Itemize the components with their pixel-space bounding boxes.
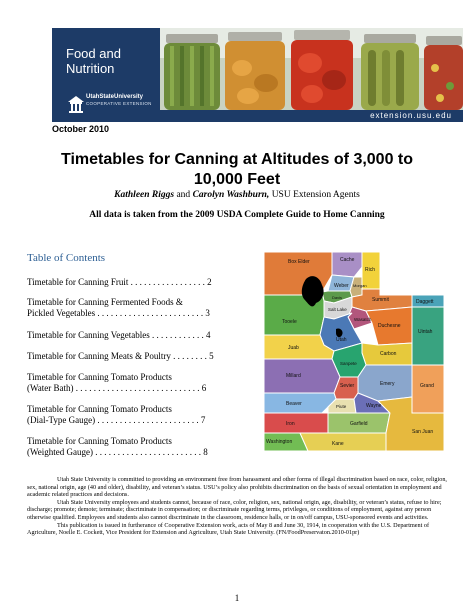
toc-item[interactable]: Timetable for Canning Fermented Foods & Pickled Vegetables . . . . . . . . . . . . . . . . . . . . . . . . 3 bbox=[27, 297, 210, 318]
label-cache: Cache bbox=[340, 257, 355, 263]
label-carbon: Carbon bbox=[380, 351, 397, 357]
title-line-1: Timetables for Canning at Altitudes of 3,000 to bbox=[60, 151, 414, 168]
label-davis: Davis bbox=[332, 295, 343, 300]
footer-paragraph: This publication is issued in furtherance of Cooperative Extension work, acts of May 8 and June 30, 1914, in cooperation with the U.S. Department of Agriculture, Noelle E. Cockett, Vice President for Extension and Agriculture, Utah State University. (FN/FoodPreservaton.2010-01pr) bbox=[27, 521, 430, 537]
utah-county-map bbox=[262, 247, 450, 454]
toc-item[interactable]: Timetable for Canning Tomato Products (Water Bath) . . . . . . . . . . . . . . . . . . . . . . . . . . . . 6 bbox=[27, 372, 207, 393]
county-grand bbox=[412, 365, 444, 413]
label-grand: Grand bbox=[420, 383, 434, 389]
label-san-juan: San Juan bbox=[412, 429, 434, 435]
footer-paragraph: Utah State University is committed to providing an environment free from harassment and other forms of illegal discrimination based on race, color, religion, sex, national origin, age (40 and older), disability, and veteran’s status. USU’s policy also prohibits discrimination on the basis of sexual orientation in employment and academic related practices and decisions. bbox=[27, 476, 447, 499]
author-1: Kathleen Riggs bbox=[114, 190, 175, 200]
label-emery: Emery bbox=[380, 381, 395, 387]
label-salt-lake: Salt Lake bbox=[328, 307, 347, 312]
label-iron: Iron bbox=[286, 421, 295, 427]
county-cache bbox=[332, 252, 362, 277]
brand-title: Food and Nutrition bbox=[66, 46, 121, 76]
authors-role: USU Extension Agents bbox=[269, 190, 360, 200]
label-sevier: Sevier bbox=[340, 383, 355, 389]
page-number: 1 bbox=[234, 593, 240, 603]
toc-item[interactable]: Timetable for Canning Tomato Products (Weighted Gauge) . . . . . . . . . . . . . . . . . . . . . . . . 8 bbox=[27, 436, 208, 457]
label-duchesne: Duchesne bbox=[378, 323, 401, 329]
cooperative-extension-label: COOPERATIVE EXTENSION bbox=[86, 101, 152, 106]
usda-source-note: All data is taken from the 2009 USDA Complete Guide to Home Canning bbox=[89, 210, 385, 220]
university-name: UtahStateUniversity bbox=[86, 94, 144, 100]
authors-line bbox=[30, 190, 444, 200]
publication-date: October 2010 bbox=[52, 124, 110, 134]
label-juab: Juab bbox=[288, 345, 299, 351]
label-rich: Rich bbox=[365, 267, 376, 273]
label-utah: Utah bbox=[336, 337, 347, 343]
label-sanpete: Sanpete bbox=[340, 361, 357, 366]
label-kane: Kane bbox=[332, 441, 344, 447]
county-uintah bbox=[412, 307, 444, 365]
label-beaver: Beaver bbox=[286, 401, 302, 407]
label-weber: Weber bbox=[334, 283, 349, 289]
document-title bbox=[30, 150, 444, 190]
toc-heading: Table of Contents bbox=[27, 252, 106, 264]
extension-url: extension.usu.edu bbox=[370, 111, 452, 120]
label-tooele: Tooele bbox=[282, 319, 297, 325]
header-banner bbox=[52, 28, 463, 122]
label-uintah: Uintah bbox=[418, 329, 433, 335]
label-washington: Washington bbox=[266, 439, 293, 445]
toc-item[interactable]: Timetable for Canning Tomato Products (Dial-Type Gauge) . . . . . . . . . . . . . . . . . . . . . . . 7 bbox=[27, 404, 206, 425]
label-wasatch: Wasatch bbox=[354, 317, 372, 322]
author-2: Carolyn Washburn, bbox=[192, 190, 270, 200]
label-summit: Summit bbox=[372, 297, 389, 303]
label-wayne: Wayne bbox=[366, 403, 382, 409]
canning-jars-photo bbox=[160, 28, 463, 110]
toc-item[interactable]: Timetable for Canning Vegetables . . . . . . . . . . . . 4 bbox=[27, 330, 211, 340]
county-millard bbox=[264, 359, 340, 393]
label-daggett: Daggett bbox=[416, 299, 434, 305]
authors-conjunction: and bbox=[174, 190, 193, 200]
toc-item[interactable]: Timetable for Canning Meats & Poultry . . . . . . . . 5 bbox=[27, 351, 214, 361]
title-line-2: 10,000 Feet bbox=[193, 171, 281, 188]
label-millard: Millard bbox=[286, 373, 301, 379]
label-box-elder: Box Elder bbox=[288, 259, 310, 265]
toc-item[interactable]: Timetable for Canning Fruit . . . . . . . . . . . . . . . . . 2 bbox=[27, 277, 212, 287]
footer-paragraph: Utah State University employees and students cannot, because of race, color, religion, sex, national origin, age, disability, or veteran’s status, refuse to hire; discharge; promote; demote; terminate; discriminate in compensation; or discriminate regarding terms, privileges, or conditions of employment, against any person otherwise qualified. Employees and students also cannot discriminate in the classroom, residence halls, or in on/off campus, USU-sponsored events and activities. bbox=[27, 498, 442, 521]
label-garfield: Garfield bbox=[350, 421, 368, 427]
county-iron bbox=[264, 413, 328, 433]
nondiscrimination-footer bbox=[27, 476, 448, 537]
label-morgan: Morgan bbox=[353, 283, 367, 288]
label-piute: Piute bbox=[336, 404, 347, 409]
